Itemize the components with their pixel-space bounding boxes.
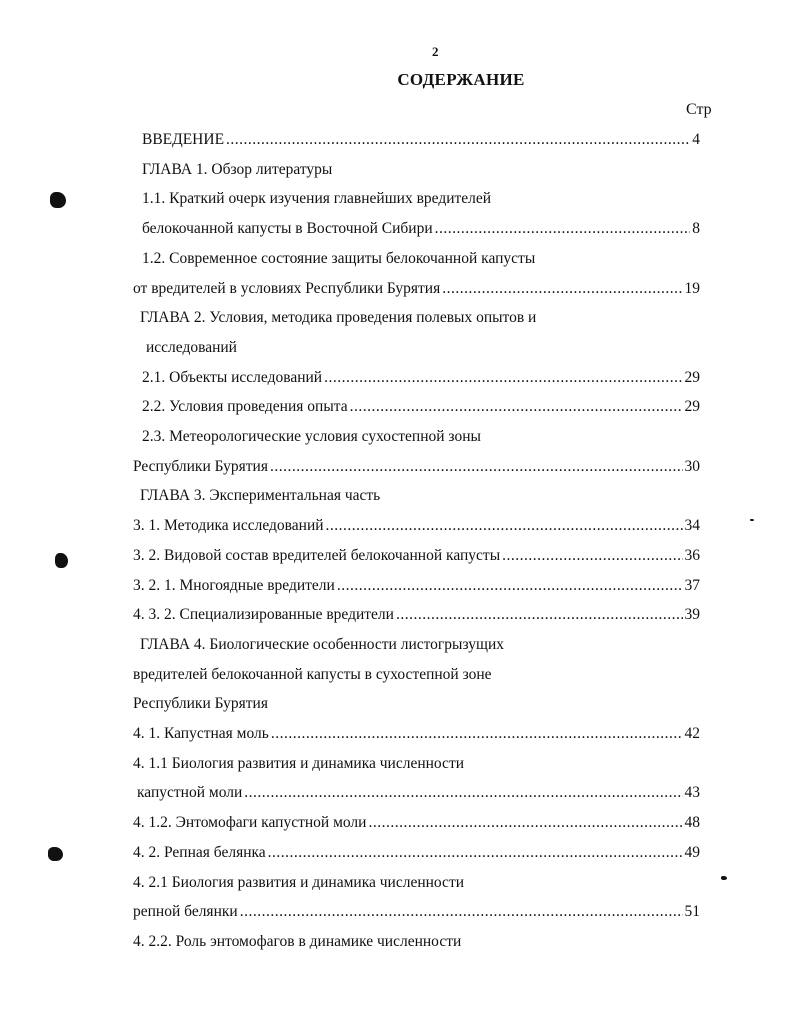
toc-entry-text: 4. 2. Репная белянка <box>133 843 266 861</box>
toc-entry-text: Республики Бурятия <box>133 695 268 713</box>
toc-entry-page: 29 <box>684 398 700 416</box>
toc-entry-page: 43 <box>684 784 700 802</box>
scan-speck <box>750 519 754 521</box>
toc-entry-page: 4 <box>692 131 700 148</box>
toc-entry-page: 39 <box>684 606 700 624</box>
toc-entry-text: репной белянки <box>133 903 238 921</box>
toc-entry <box>137 784 700 804</box>
toc-entry-text: капустной моли <box>137 784 243 802</box>
page-title: СОДЕРЖАНИЕ <box>397 70 525 89</box>
dot-leader <box>244 784 682 802</box>
dot-leader <box>268 844 683 862</box>
toc-entry <box>133 666 492 686</box>
toc-entry-text: 3. 2. Видовой состав вредителей белокочанной капусты <box>133 546 501 564</box>
toc-entry-page: 48 <box>684 814 700 832</box>
dot-leader <box>270 458 683 476</box>
toc-entry-page: 19 <box>684 279 700 297</box>
page-column-label: Стр <box>686 101 712 118</box>
toc-entry-page: 34 <box>684 517 700 535</box>
toc-entry-text: 4. 1. Капустная моль <box>133 725 269 742</box>
dot-leader <box>240 903 683 921</box>
dot-leader <box>396 606 683 624</box>
toc-entry <box>142 369 700 389</box>
toc-entry <box>133 458 700 478</box>
toc-entry <box>133 517 700 537</box>
toc-entry <box>142 131 700 151</box>
toc-entry <box>142 161 332 181</box>
toc-entry-text: 4. 1.2. Энтомофаги капустной моли <box>133 814 367 832</box>
toc-entry-text: 2.3. Метеорологические условия сухостепной зоны <box>142 428 481 445</box>
toc-entry-text: 2.2. Условия проведения опыта <box>142 398 348 416</box>
toc-entry <box>142 190 491 210</box>
dot-leader <box>442 280 682 298</box>
toc-entry-text: ГЛАВА 2. Условия, методика проведения полевых опытов и <box>140 309 537 327</box>
toc-entry-page: 36 <box>684 546 700 564</box>
toc-entry-text: ГЛАВА 1. Обзор литературы <box>142 160 333 178</box>
toc-entry <box>140 309 536 329</box>
toc-entry <box>142 220 700 240</box>
toc-entry-page: 49 <box>684 843 700 861</box>
toc-entry-text: исследований <box>146 338 237 356</box>
toc-entry <box>142 250 535 270</box>
dot-leader <box>435 220 691 238</box>
scan-speck <box>721 876 727 880</box>
toc-entry-text: 3. 2. 1. Многоядные вредители <box>133 576 335 594</box>
toc-entry-page: 8 <box>692 220 700 238</box>
toc-entry-text: 4. 3. 2. Специализированные вредители <box>133 606 394 624</box>
toc-entry-page: 51 <box>684 903 700 921</box>
toc-entry-page: 30 <box>684 457 700 475</box>
toc-entry <box>133 695 268 715</box>
dot-leader <box>271 725 683 743</box>
toc-entry-page: 37 <box>684 576 700 594</box>
toc-entry <box>133 577 700 597</box>
toc-entry-text: ВВЕДЕНИЕ <box>142 131 225 148</box>
toc-entry <box>133 874 464 894</box>
toc-entry <box>133 755 464 775</box>
toc-entry <box>142 428 481 448</box>
toc-entry <box>133 280 700 300</box>
dot-leader <box>368 814 682 832</box>
dot-leader <box>350 398 683 416</box>
scan-speck <box>48 847 63 861</box>
toc-entry-text: вредителей белокочанной капусты в сухостепной зоне <box>133 665 492 683</box>
toc-entry <box>146 339 237 359</box>
toc-entry <box>140 636 504 656</box>
toc-entry <box>133 844 700 864</box>
toc-entry <box>133 725 700 745</box>
dot-leader <box>502 547 682 565</box>
toc-entry-text: 4. 2.2. Роль энтомофагов в динамике численности <box>133 932 462 950</box>
toc-entry-text: ГЛАВА 4. Биологические особенности листогрызущих <box>140 635 504 653</box>
toc-entry-text: 4. 1.1 Биология развития и динамика численности <box>133 754 465 772</box>
dot-leader <box>226 131 690 149</box>
page-number: 2 <box>432 44 439 59</box>
dot-leader <box>337 577 683 595</box>
toc-entry-text: 1.2. Современное состояние защиты белокочанной капусты <box>142 249 536 267</box>
toc-entry <box>133 547 700 567</box>
toc-entry <box>142 398 700 418</box>
dot-leader <box>326 517 683 535</box>
toc-entry-page: 29 <box>684 368 700 386</box>
dot-leader <box>324 369 682 387</box>
scan-speck <box>50 192 66 208</box>
toc-entry-text: 2.1. Объекты исследований <box>142 368 323 386</box>
toc-entry-text: белокочанной капусты в Восточной Сибири <box>142 220 433 238</box>
toc-entry-text: Республики Бурятия <box>133 457 268 475</box>
toc-entry-page: 42 <box>684 725 700 742</box>
toc-entry <box>133 606 700 626</box>
toc-entry <box>133 814 700 834</box>
toc-entry-text: от вредителей в условиях Республики Бурятия <box>133 279 441 297</box>
toc-entry-text: 4. 2.1 Биология развития и динамика численности <box>133 873 465 891</box>
toc-entry-text: ГЛАВА 3. Экспериментальная часть <box>140 487 381 505</box>
toc-entry <box>133 903 700 923</box>
toc-entry <box>140 487 380 507</box>
toc-entry-text: 3. 1. Методика исследований <box>133 517 324 535</box>
toc-entry-text: 1.1. Краткий очерк изучения главнейших вредителей <box>142 190 492 208</box>
toc-entry <box>133 933 461 953</box>
scan-speck <box>55 553 68 568</box>
